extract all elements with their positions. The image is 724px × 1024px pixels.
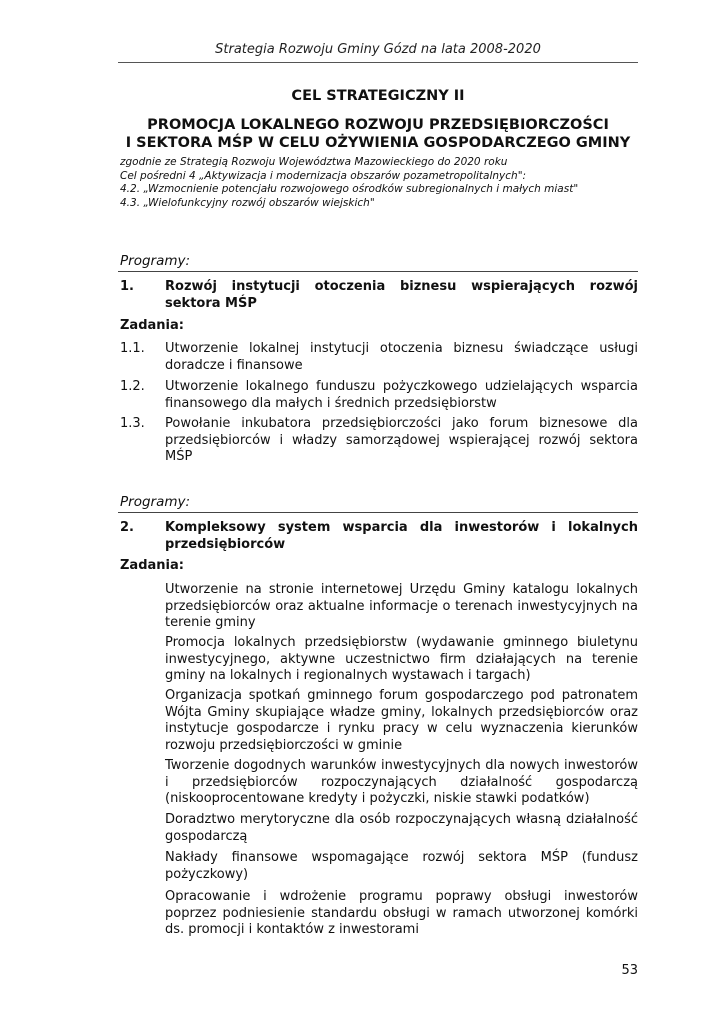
- task-item: Opracowanie i wdrożenie programu poprawy obsługi inwestorów poprzez podniesienie standardu obsługi w ramach utworzonej komórki ds. promocji i kontaktów z inwestorami: [165, 889, 638, 937]
- programs-rule: [118, 512, 638, 513]
- program-title: Rozwój instytucji otoczenia biznesu wspierających rozwój sektora MŚP: [165, 279, 638, 311]
- program-2: [120, 519, 638, 553]
- reference-line: Cel pośredni 4 „Aktywizacja i modernizacja obszarów pozametropolitalnych":: [120, 169, 527, 182]
- reference-line: 4.2. „Wzmocnienie potencjału rozwojowego ośrodków subregionalnych i małych miast": [120, 183, 579, 195]
- goal-subtitle-line2: I SEKTORA MŚP W CELU OŻYWIENIA GOSPODARCZEGO GMINY: [125, 135, 631, 151]
- task-item: Promocja lokalnych przedsiębiorstw (wydawanie gminnego biuletynu inwestycyjnego, aktywne uczestnictwo firm działających na terenie gminy na lokalnych i regionalnych wystawach i targach): [165, 635, 638, 683]
- task-text: Utworzenie lokalnej instytucji otoczenia biznesu świadczące usługi doradcze i finansowe: [165, 341, 638, 373]
- task-item: Utworzenie na stronie internetowej Urzędu Gminy katalogu lokalnych przedsiębiorców oraz aktualne informacje o terenach inwestycyjnych na terenie gminy: [165, 582, 638, 630]
- header-rule: [118, 62, 638, 63]
- task-number: 1.3.: [120, 416, 145, 431]
- program-number: 2.: [120, 520, 134, 535]
- strategic-goal-title: CEL STRATEGICZNY II: [291, 88, 465, 104]
- programs-heading: Programy:: [120, 494, 191, 510]
- task-item: [120, 416, 638, 466]
- tasks-heading: Zadania:: [120, 318, 184, 333]
- task-item: Doradztwo merytoryczne dla osób rozpoczynających własną działalność gospodarczą: [165, 812, 638, 844]
- task-text: Utworzenie lokalnego funduszu pożyczkowego udzielających wsparcia finansowego dla małych i średnich przedsiębiorstw: [165, 379, 638, 411]
- program-1: [120, 278, 638, 312]
- task-number: 1.2.: [120, 379, 145, 394]
- strategy-references: [120, 156, 644, 210]
- goal-subtitle-line1: PROMOCJA LOKALNEGO ROZWOJU PRZEDSIĘBIORCZOŚCI: [147, 117, 609, 133]
- title-block: [110, 88, 646, 152]
- reference-line: 4.3. „Wielofunkcyjny rozwój obszarów wiejskich": [120, 196, 375, 209]
- task-item: [120, 341, 638, 374]
- task-item: Nakłady finansowe wspomagające rozwój sektora MŚP (fundusz pożyczkowy): [165, 850, 638, 882]
- programs-rule: [118, 271, 638, 272]
- task-item: [120, 379, 638, 412]
- program-number: 1.: [120, 279, 134, 294]
- page-number: 53: [621, 963, 638, 978]
- task-number: 1.1.: [120, 341, 145, 356]
- tasks-heading: Zadania:: [120, 558, 184, 573]
- task-text: Powołanie inkubatora przedsiębiorczości jako forum biznesowe dla przedsiębiorców i władzy samorządowej wspierającej rozwój sektora MŚP: [165, 416, 638, 464]
- task-item: Organizacja spotkań gminnego forum gospodarczego pod patronatem Wójta Gminy skupiające władze gminy, lokalnych przedsiębiorców oraz instytucje gospodarcze i rynku pracy w celu wyznaczenia kierunków rozwoju przedsiębiorczości w gminie: [165, 688, 638, 753]
- program-title: Kompleksowy system wsparcia dla inwestorów i lokalnych przedsiębiorców: [165, 520, 638, 552]
- running-header: Strategia Rozwoju Gminy Gózd na lata 2008-2020: [215, 42, 541, 57]
- reference-line: zgodnie ze Strategią Rozwoju Województwa Mazowieckiego do 2020 roku: [120, 156, 508, 168]
- programs-heading: Programy:: [120, 253, 191, 269]
- task-item: Tworzenie dogodnych warunków inwestycyjnych dla nowych inwestorów i przedsiębiorców rozpoczynających działalność gospodarczą (niskooprocentowane kredyty i pożyczki, niskie stawki podatków): [165, 758, 638, 806]
